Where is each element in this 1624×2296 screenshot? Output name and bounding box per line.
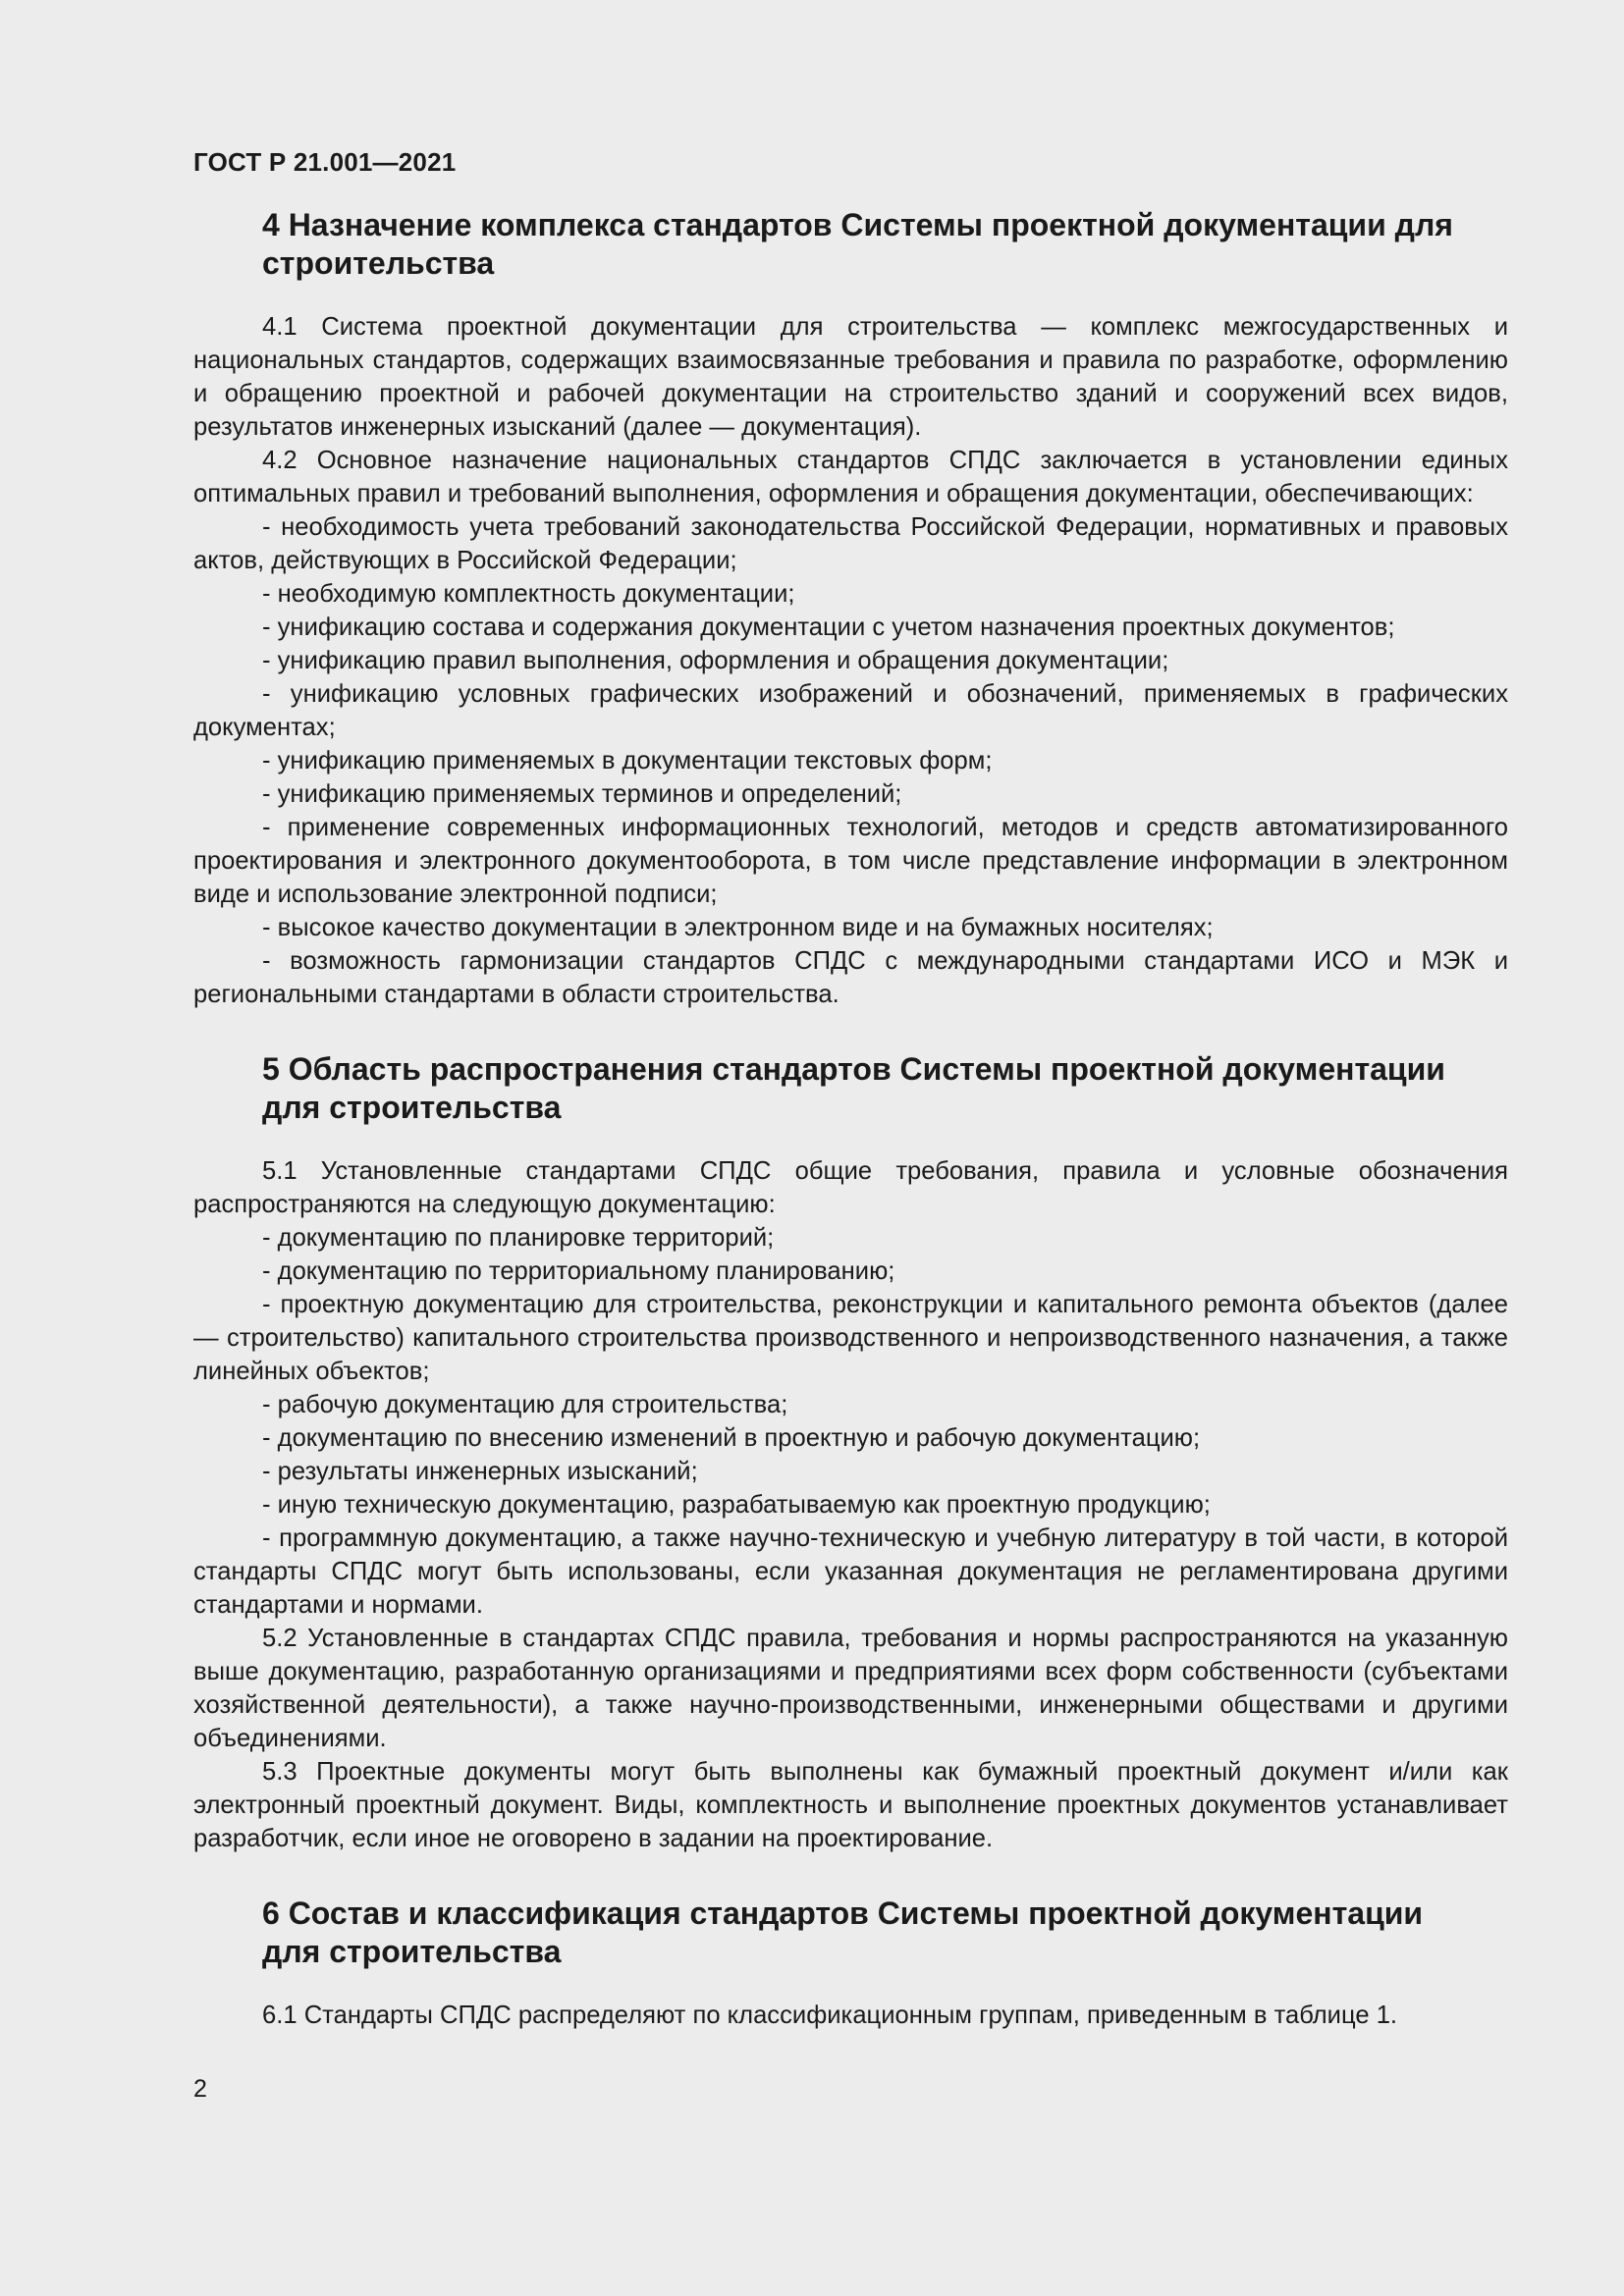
list-item: - результаты инженерных изысканий; [262,1458,698,1485]
section-4 [193,206,1508,1011]
list-item: - необходимую комплектность документации; [262,580,795,608]
section-title: 4 Назначение комплекса стандартов Системы проектной документации для строительства [262,207,1453,281]
list-item: - унификацию состава и содержания документации с учетом назначения проектных документов; [262,614,1395,641]
list-item: - документацию по внесению изменений в проектную и рабочую документацию; [262,1424,1201,1452]
section-5 [193,1050,1508,1855]
document-code: ГОСТ Р 21.001—2021 [193,147,457,177]
paragraph: 5.3 Проектные документы могут быть выполнены как бумажный проектный документ и/или как электронный проектный документ. Виды, комплектность и выполнение проектных документов устанавливает разработчик, если иное не оговорено в задании на проектирование. [193,1758,1508,1852]
list-item: - необходимость учета требований законодательства Российской Федерации, нормативных и правовых актов, действующих в Российской Федерации; [193,513,1508,574]
list-item: - унификацию применяемых терминов и определений; [262,780,902,808]
section-title: 6 Состав и классификация стандартов Системы проектной документации для строительства [262,1896,1424,1969]
list [193,510,1508,1011]
paragraph: 5.1 Установленные стандартами СПДС общие требования, правила и условные обозначения распространяются на следующую документацию: [193,1157,1508,1218]
paragraph: 6.1 Стандарты СПДС распределяют по классификационным группам, приведенным в таблице 1. [262,2002,1398,2029]
paragraph: 5.2 Установленные в стандартах СПДС правила, требования и нормы распространяются на указанную выше документацию, разработанную организациями и предприятиями всех форм собственности (субъектами хозяйственной деятельности), а также научно-производственными, инженерными обществами и другими объединениями. [193,1625,1508,1752]
list-item: - возможность гармонизации стандартов СПДС с международными стандартами ИСО и МЭК и региональными стандартами в области строительства. [193,947,1508,1008]
list-item: - программную документацию, а также научно-техническую и учебную литературу в той части, в которой стандарты СПДС могут быть использованы, если указанная документация не регламентирована другими стандартами и нормами. [193,1524,1508,1619]
list-item: - проектную документацию для строительства, реконструкции и капитального ремонта объектов (далее — строительство) капитального строительства производственного и непроизводственного назначения, а также линейных объектов; [193,1291,1508,1385]
page-number: 2 [193,2075,207,2103]
list-item: - высокое качество документации в электронном виде и на бумажных носителях; [262,914,1214,941]
section-6 [193,1895,1508,2032]
list-item: - применение современных информационных технологий, методов и средств автоматизированного проектирования и электронного документооборота, в том числе представление информации в электронном виде и использование электронной подписи; [193,814,1508,908]
list-item: - документацию по планировке территорий; [262,1224,775,1252]
list-item: - унификацию правил выполнения, оформления и обращения документации; [262,647,1169,674]
list-item: - рабочую документацию для строительства; [262,1391,788,1418]
list [193,1221,1508,1622]
paragraph: 4.1 Система проектной документации для строительства — комплекс межгосударственных и национальных стандартов, содержащих взаимосвязанные требования и правила по разработке, оформлению и обращению проектной и рабочей документации на строительство зданий и сооружений всех видов, результатов инженерных изысканий (далее — документация). [193,313,1508,441]
list-item: - унификацию условных графических изображений и обозначений, применяемых в графических документах; [193,680,1508,741]
list-item: - унификацию применяемых в документации текстовых форм; [262,747,993,774]
list-item: - документацию по территориальному планированию; [262,1257,895,1285]
list-item: - иную техническую документацию, разрабатываемую как проектную продукцию; [262,1491,1211,1519]
paragraph: 4.2 Основное назначение национальных стандартов СПДС заключается в установлении единых оптимальных правил и требований выполнения, оформления и обращения документации, обеспечивающих: [193,447,1508,507]
section-title: 5 Область распространения стандартов Системы проектной документации для строительства [262,1051,1445,1125]
